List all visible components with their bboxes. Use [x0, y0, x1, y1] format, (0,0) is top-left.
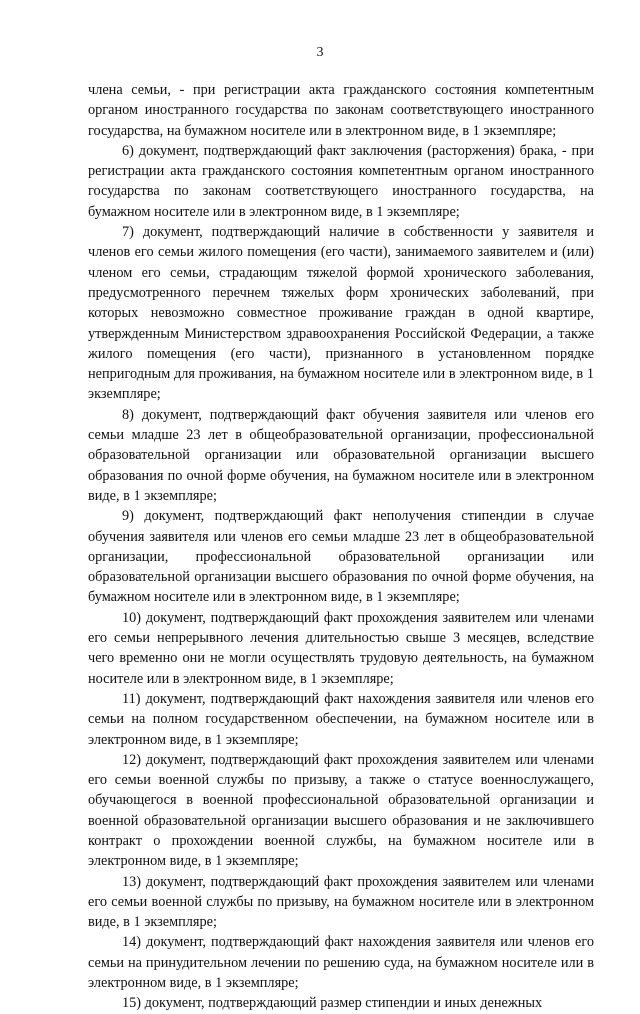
- paragraph-item-14: 14) документ, подтверждающий факт нахождения заявителя или членов его семьи на принудительном лечении по решению суда, на бумажном носителе или в электронном виде, в 1 экземпляре;: [88, 934, 594, 992]
- paragraph-item-9: 9) документ, подтверждающий факт неполучения стипендии в случае обучения заявителя или членов его семьи младше 23 лет в общеобразовательной организации, профессиональной образовательной организации или образовательной организации высшего образования по очной форме обучения, на бумажном носителе или в электронном виде, в 1 экземпляре;: [88, 508, 594, 606]
- paragraph-item-6: 6) документ, подтверждающий факт заключения (расторжения) брака, - при регистрации акта гражданского состояния компетентным органом иностранного государства по законам соответствующего иностранного государства, на бумажном носителе или в электронном виде, в 1 экземпляре;: [88, 142, 594, 220]
- paragraph-item-12: 12) документ, подтверждающий факт прохождения заявителем или членами его семьи военной службы по призыву, а также о статусе военнослужащего, обучающегося в военной профессиональной образовательной организации и военной образовательной организации высшего образования и не заключившего контракт о прохождении военной службы, на бумажном носителе или в электронном виде, в 1 экземпляре;: [88, 751, 594, 870]
- document-body: [88, 80, 594, 1014]
- paragraph-item-7: 7) документ, подтверждающий наличие в собственности у заявителя и членов его семьи жилого помещения (его части), занимаемого заявителем и (или) членом его семьи, страдающим тяжелой формой хронического заболевания, предусмотренного перечнем тяжелых форм хронических заболеваний, при которых невозможно совместное проживание граждан в одной квартире, утвержденным Министерством здравоохранения Российской Федерации, а также жилого помещения (его части), признанного в установленном порядке непригодным для проживания, на бумажном носителе или в электронном виде, в 1 экземпляре;: [88, 224, 594, 403]
- paragraph-item-13: 13) документ, подтверждающий факт прохождения заявителем или членами его семьи военной службы по призыву, на бумажном носителе или в электронном виде, в 1 экземпляре;: [88, 873, 594, 931]
- paragraph-item-8: 8) документ, подтверждающий факт обучения заявителя или членов его семьи младше 23 лет в общеобразовательной организации, профессиональной образовательной организации или образовательной организации высшего образования по очной форме обучения, на бумажном носителе или в электронном виде, в 1 экземпляре;: [88, 406, 594, 504]
- paragraph-item-11: 11) документ, подтверждающий факт нахождения заявителя или членов его семьи на полном государственном обеспечении, на бумажном носителе или в электронном виде, в 1 экземпляре;: [88, 690, 594, 748]
- paragraph-item-15: 15) документ, подтверждающий размер стипендии и иных денежных: [122, 995, 543, 1012]
- page-number: 3: [316, 45, 324, 60]
- paragraph-item-10: 10) документ, подтверждающий факт прохождения заявителем или членами его семьи непрерывного лечения длительностью свыше 3 месяцев, вследствие чего временно они не могли осуществлять трудовую деятельность, на бумажном носителе или в электронном виде, в 1 экземпляре;: [88, 609, 594, 687]
- paragraph-continuation: члена семьи, - при регистрации акта гражданского состояния компетентным органом иностранного государства по законам соответствующего иностранного государства, на бумажном носителе или в электронном виде, в 1 экземпляре;: [88, 82, 594, 139]
